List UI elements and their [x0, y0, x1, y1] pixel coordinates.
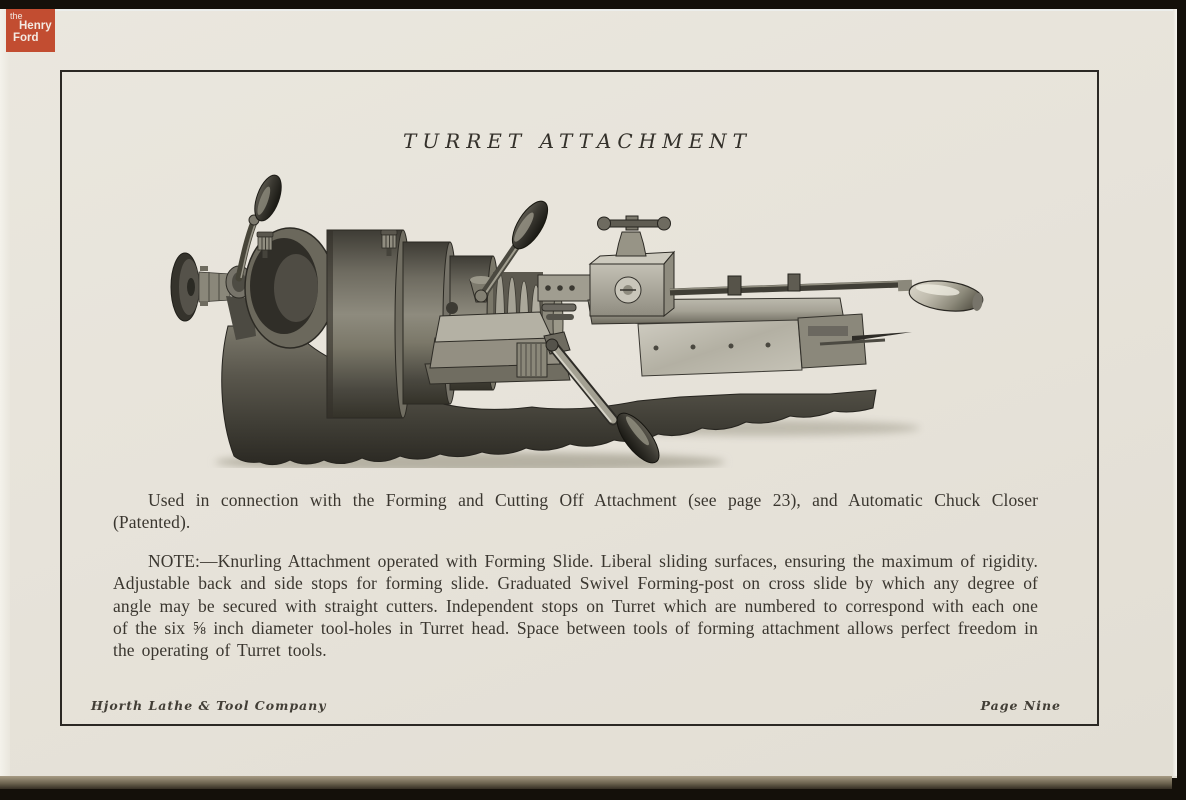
- logo-the: the: [10, 11, 23, 21]
- logo-henry: Henry: [19, 20, 52, 32]
- body-copy: [113, 489, 1038, 662]
- note-paragraph: NOTE:—Knurling Attachment operated with Forming Slide. Liberal sliding surfaces, ensuring the maximum of rigidity. Adjustable back and side stops for forming slide. Graduated Swivel Forming-post on cross slide by which any degree of angle may be secured with straight cutters. Independent stops on Turret which are numbered to correspond with each one of the six ⅝ inch diameter tool-holes in Turret head. Space between tools of forming attachment allows perfect freedom in the operating of Turret tools.: [113, 550, 1038, 661]
- page-stack-edge: [0, 776, 1172, 789]
- turret-head: [590, 216, 674, 316]
- page-title: TURRET ATTACHMENT: [402, 129, 753, 153]
- henry-ford-logo: [6, 9, 55, 52]
- page-right-edge: [1173, 9, 1177, 776]
- footer-company: Hjorth Lathe & Tool Company: [91, 698, 327, 713]
- footer-page-number: Page Nine: [980, 698, 1061, 713]
- page-left-edge: [0, 9, 10, 776]
- intro-paragraph: Used in connection with the Forming and Cutting Off Attachment (see page 23), and Automatic Chuck Closer (Patented).: [113, 490, 1038, 533]
- turret-attachment-illustration: [140, 168, 1000, 468]
- page-footer: [60, 698, 1095, 713]
- logo-ford: Ford: [13, 32, 39, 44]
